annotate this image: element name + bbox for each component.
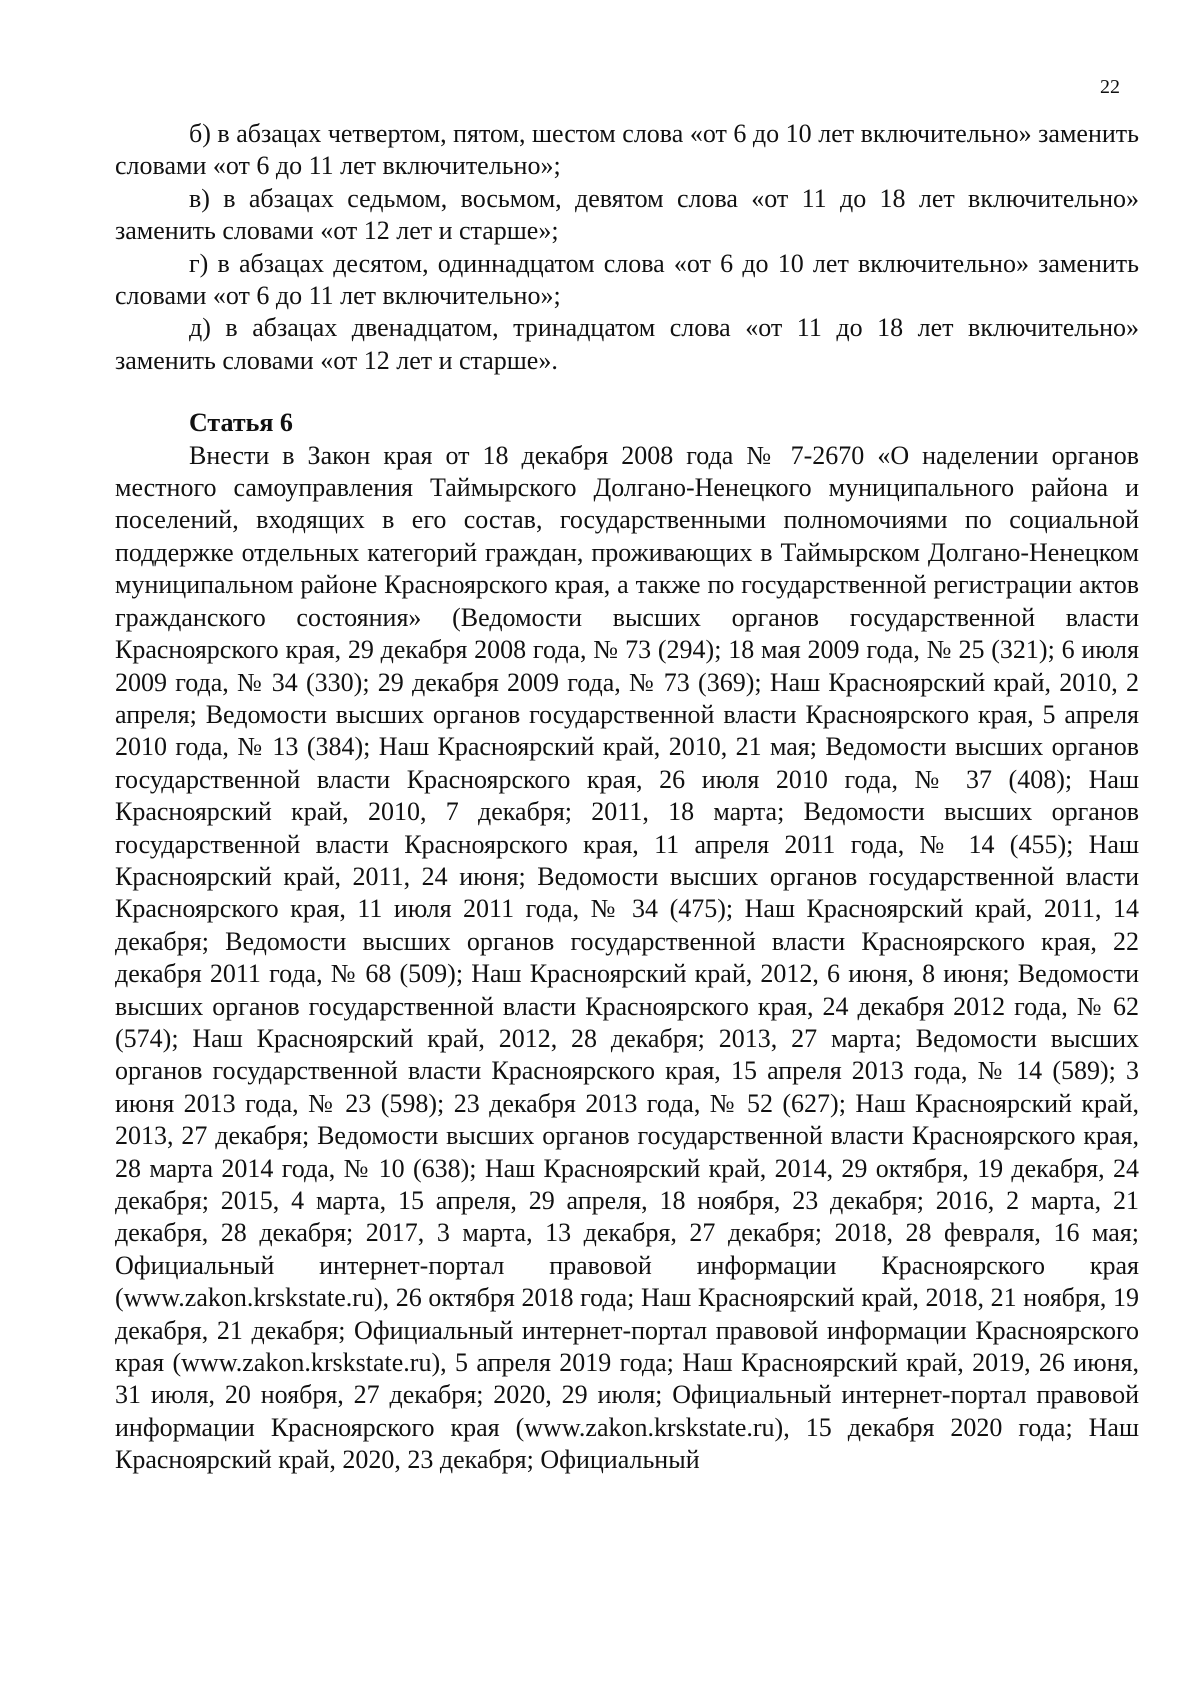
amendment-item-b: б) в абзацах четвертом, пятом, шестом слова «от 6 до 10 лет включительно» заменить словами «от 6 до 11 лет включительно»; [115, 119, 1139, 181]
article-body: Внести в Закон края от 18 декабря 2008 года № 7-2670 «О наделении органов местного самоуправления Таймырского Долгано-Ненецкого муниципального района и поселений, входящих в его состав, государственными полномочиями по социальной поддержке отдельных категорий граждан, проживающих в Таймырском Долгано-Ненецком муниципальном районе Красноярского края, а также по государственной регистрации актов гражданского состояния» (Ведомости высших органов государственной власти Красноярского края, 29 декабря 2008 года, № 73 (294); 18 мая 2009 года, № 25 (321); 6 июля 2009 года, № 34 (330); 29 декабря 2009 года, № 73 (369); Наш Красноярский край, 2010, 2 апреля; Ведомости высших органов государственной власти Красноярского края, 5 апреля 2010 года, № 13 (384); Наш Красноярский край, 2010, 21 мая; Ведомости высших органов государственной власти Красноярского края, 26 июля 2010 года, № 37 (408); Наш Красноярский край, 2010, 7 декабря; 2011, 18 марта; Ведомости высших органов государственной власти Красноярского края, 11 апреля 2011 года, № 14 (455); Наш Красноярский край, 2011, 24 июня; Ведомости высших органов государственной власти Красноярского края, 11 июля 2011 года, № 34 (475); Наш Красноярский край, 2011, 14 декабря; Ведомости высших органов государственной власти Красноярского края, 22 декабря 2011 года, № 68 (509); Наш Красноярский край, 2012, 6 июня, 8 июня; Ведомости высших органов государственной власти Красноярского края, 24 декабря 2012 года, № 62 (574); Наш Красноярский край, 2012, 28 декабря; 2013, 27 марта; Ведомости высших органов государственной власти Красноярского края, 15 апреля 2013 года, № 14 (589); 3 июня 2013 года, № 23 (598); 23 декабря 2013 года, № 52 (627); Наш Красноярский край, 2013, 27 декабря; Ведомости высших органов государственной власти Красноярского края, 28 марта 2014 года, № 10 (638); Наш Красноярский край, 2014, 29 октября, 19 декабря, 24 декабря; 2015, 4 марта, 15 апреля, 29 апреля, 18 ноября, 23 декабря; 2016, 2 марта, 21 декабря, 28 декабря; 2017, 3 марта, 13 декабря, 27 декабря; 2018, 28 февраля, 16 мая; Официальный интернет-портал правовой информации Красноярского края (www.zakon.krskstate.ru), 26 октября 2018 года; Наш Красноярский край, 2018, 21 ноября, 19 декабря, 21 декабря; Официальный интернет-портал правовой информации Красноярского края (www.zakon.krskstate.ru), 5 апреля 2019 года; Наш Красноярский край, 2019, 26 июня, 31 июля, 20 ноября, 27 декабря; 2020, 29 июля; Официальный интернет-портал правовой информации Красноярского края (www.zakon.krskstate.ru), 15 декабря 2020 года; Наш Красноярский край, 2020, 23 декабря; Официальный [115, 440, 1139, 1475]
amendment-item-v: в) в абзацах седьмом, восьмом, девятом слова «от 11 до 18 лет включительно» заменить словами «от 12 лет и старше»; [115, 183, 1139, 246]
page-number: 22 [1100, 76, 1120, 98]
article-heading: Статья 6 [189, 408, 293, 438]
document-body [115, 118, 1139, 1477]
amendment-item-d: д) в абзацах двенадцатом, тринадцатом слова «от 11 до 18 лет включительно» заменить словами «от 12 лет и старше». [115, 313, 1139, 375]
amendment-item-g: г) в абзацах десятом, одиннадцатом слова «от 6 до 10 лет включительно» заменить словами «от 6 до 11 лет включительно»; [115, 248, 1139, 311]
